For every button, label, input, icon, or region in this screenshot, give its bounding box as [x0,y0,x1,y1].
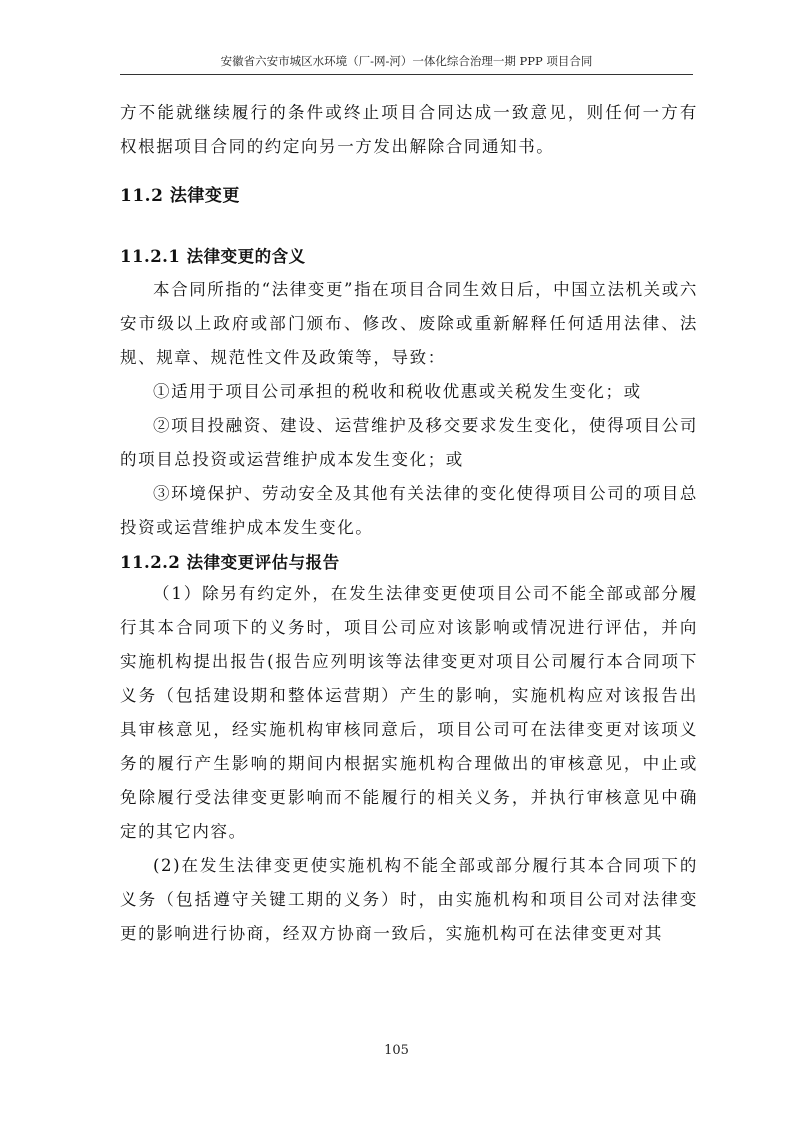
page-number: 105 [384,1043,409,1058]
list-item-3: ③环境保护、劳动安全及其他有关法律的变化使得项目公司的项目总投资或运营维护成本发生变化。 [120,484,698,537]
clause-paragraph-1: （1）除另有约定外，在发生法律变更使项目公司不能全部或部分履行其本合同项下的义务时，项目公司应对该影响或情况进行评估，并向实施机构提出报告(报告应列明该等法律变更对项目公司履行本合同项下义务（包括建设期和整体运营期）产生的影响，实施机构应对该报告出具审核意见，经实施机构审核同意后，项目公司可在法律变更对该项义务的履行产生影响的期间内根据实施机构合理做出的审核意见，中止或免除履行受法律变更影响而不能履行的相关义务，并执行审核意见中确定的其它内容。 [120,584,698,841]
subsection-heading-11-2-1: 11.2.1 法律变更的含义 [120,247,306,266]
list-item-1: ①适用于项目公司承担的税收和税收优惠或关税发生变化；或 [153,382,642,401]
running-header: 安徽省六安市城区水环境（厂-网-河）一体化综合治理一期 PPP 项目合同 [220,54,593,68]
section-heading-11-2: 11.2 法律变更 [120,186,240,206]
definition-paragraph: 本合同所指的“法律变更”指在项目合同生效日后，中国立法机关或六安市级以上政府或部门颁布、修改、废除或重新解释任何适用法律、法规、规章、规范性文件及政策等，导致： [120,280,698,367]
page-body [120,96,698,951]
header-divider [120,74,693,75]
list-item-2: ②项目投融资、建设、运营维护及移交要求发生变化，使得项目公司的项目总投资或运营维护成本发生变化；或 [120,416,698,469]
subsection-heading-11-2-2: 11.2.2 法律变更评估与报告 [120,553,340,572]
continuation-paragraph: 方不能就继续履行的条件或终止项目合同达成一致意见，则任何一方有权根据项目合同的约定向另一方发出解除合同通知书。 [120,103,698,156]
clause-paragraph-2: (2)在发生法律变更使实施机构不能全部或部分履行其本合同项下的义务（包括遵守关键工期的义务）时，由实施机构和项目公司对法律变更的影响进行协商，经双方协商一致后，实施机构可在法律变更对其 [120,856,698,943]
